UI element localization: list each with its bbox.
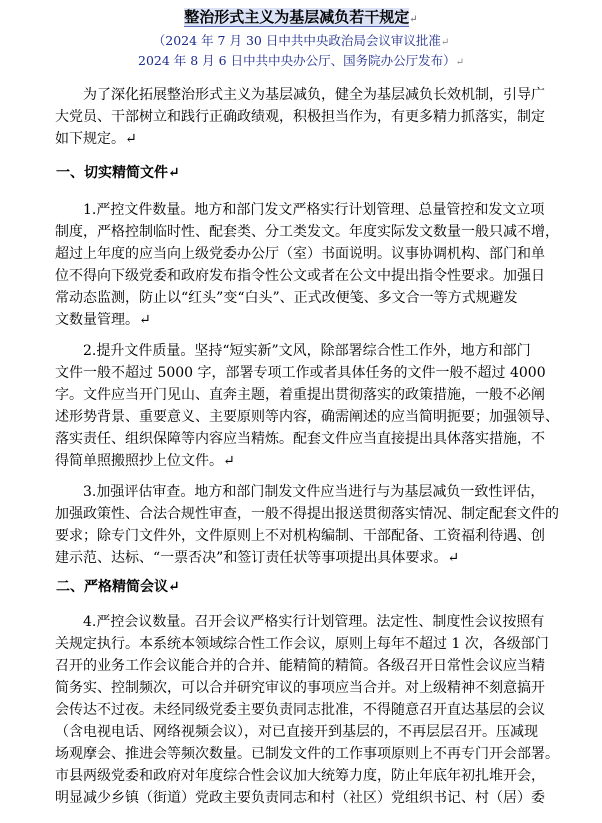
text-line: 为了深化拓展整治形式主义为基层减负，健全为基层减负长效机制，引导广 <box>83 87 545 103</box>
text-line: 要求；除专门文件外，文件原则上不对机构编制、干部配备、工资福利待遇、创 <box>55 528 545 544</box>
document-subtitle-line1: （2024 年 7 月 30 日中共中央政治局会议审议批准↵ <box>152 33 450 48</box>
section1-paragraph-2 <box>0 340 602 472</box>
document-title <box>0 6 602 31</box>
text-line: 加强政策性、合法合规性审查，一般不得提出报送贯彻落实情况、制定配套文件的 <box>55 506 559 522</box>
paragraph-mark-icon: ↵ <box>455 57 464 68</box>
text-line: 字。文件应当开门见山、直奔主题，着重提出贯彻落实的政策措施，一般不必阐 <box>55 387 545 403</box>
text-line: 落实责任、组织保障等内容应当精炼。配套文件应当直接提出具体落实措施，不 <box>55 431 545 447</box>
text-line: 制度，严格控制临时性、配套类、分工类发文。年度实际发文数量一般只减不增， <box>55 224 559 240</box>
text-line: 会传达不过夜。未经同级党委主要负责同志批准，不得随意召开直达基层的会议 <box>55 702 545 718</box>
section2-paragraph-1 <box>0 611 602 809</box>
section-heading-1: 一、切实精简文件↵ <box>56 165 180 181</box>
text-line: 文件一般不超过 5000 字，部署专项工作或者具体任务的文件一般不超过 4000 <box>55 365 546 381</box>
text-line: 建示范、达标、“一票否决”和签订责任状等事项提出具体要求。↵ <box>55 550 460 566</box>
text-line: 3.加强评估审查。地方和部门制发文件应当进行与为基层减负一致性评估， <box>83 484 545 500</box>
text-line: 明显减少乡镇（街道）党政主要负责同志和村（社区）党组织书记、村（居）委 <box>55 790 545 806</box>
text-line: 市县两级党委和政府对年度综合性会议加大统筹力度，防止年底年初扎堆开会， <box>55 768 545 784</box>
text-line: 召开的业务工作会议能合并的合并、能精简的精简。各级召开日常性会议应当精 <box>55 658 545 674</box>
text-line: 述形势背景、重要意义、主要原则等内容，确需阐述的应当简明扼要；加强领导、 <box>55 409 559 425</box>
text-line: 位不得向下级党委和政府发布指令性公文或者在公文中提出指令性要求。加强日 <box>55 268 545 284</box>
document-title-text: 整治形式主义为基层减负若干规定 <box>184 8 410 26</box>
text-line: 4.严控会议数量。召开会议严格实行计划管理。法定性、制度性会议按照有 <box>83 614 545 630</box>
text-line: （含电视电话、网络视频会议），对已直接开到基层的，不再层层召开。压减现 <box>55 724 538 740</box>
text-line: 文数量管理。↵ <box>55 312 151 328</box>
intro-paragraph <box>0 84 602 150</box>
text-line: 超过上年度的应当向上级党委办公厅（室）书面说明。议事协调机构、部门和单 <box>55 246 545 262</box>
text-line: 得简单照搬照抄上位文件。↵ <box>55 453 235 469</box>
text-line: 1.严控文件数量。地方和部门发文严格实行计划管理、总量管控和发文立项 <box>83 202 545 218</box>
document-subtitle-line2: 2024 年 8 月 6 日中共中央办公厅、国务院办公厅发布）↵ <box>138 53 464 68</box>
text-line: 常动态监测，防止以“红头”变“白头”、正式改便笺、多文合一等方式规避发 <box>55 290 518 306</box>
text-line: 大党员、干部树立和践行正确政绩观，积极担当作为，有更多精力抓落实，制定 <box>55 109 545 125</box>
section1-paragraph-3 <box>0 481 602 569</box>
text-line: 如下规定。↵ <box>55 131 137 147</box>
paragraph-mark-icon: ↵ <box>409 14 418 25</box>
text-line: 关规定执行。本系统本领域综合性工作会议，原则上每年不超过 1 次，各级部门 <box>55 636 549 652</box>
section-heading-2: 二、严格精简会议↵ <box>56 579 180 595</box>
section1-paragraph-1 <box>0 199 602 331</box>
text-line: 简务实、控制频次，可以合并研究审议的事项应当合并。对上级精神不刻意搞开 <box>55 680 545 696</box>
text-line: 场观摩会、推进会等频次数量。已制发文件的工作事项原则上不再专门开会部署。 <box>55 746 559 762</box>
text-line: 2.提升文件质量。坚持“短实新”文风，除部署综合性工作外，地方和部门 <box>83 343 531 359</box>
paragraph-mark-icon: ↵ <box>440 37 450 48</box>
